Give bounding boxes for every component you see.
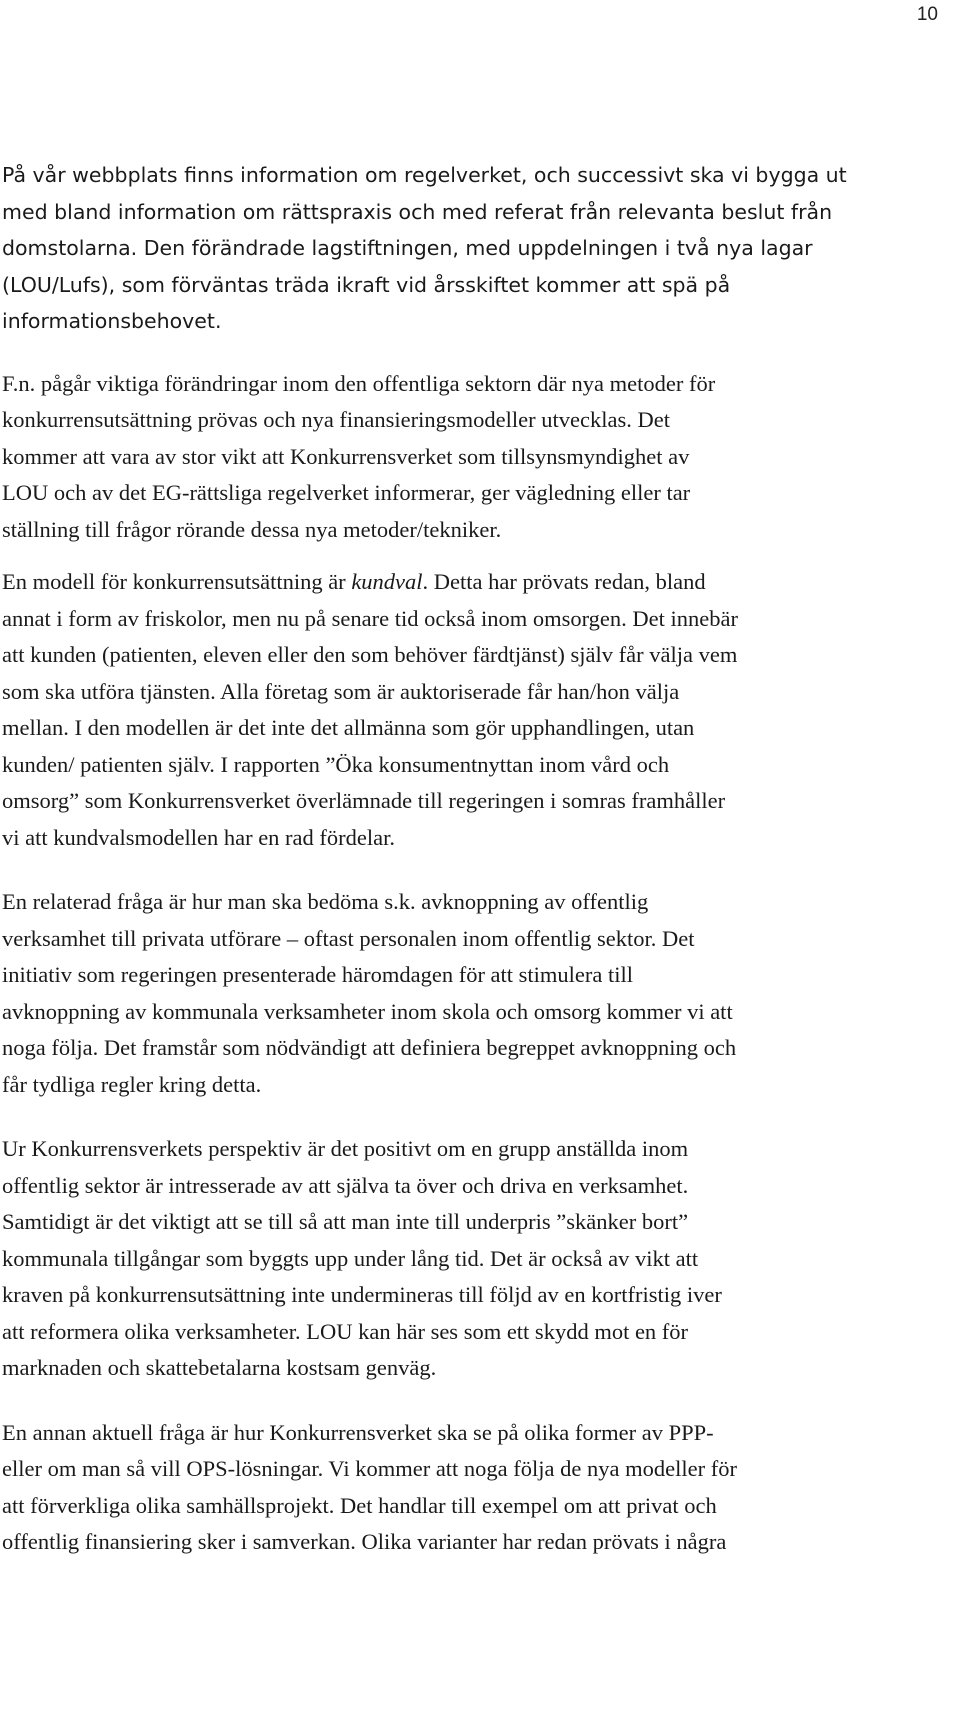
- customer-choice-term: kundval: [351, 569, 423, 594]
- paragraph-ppp-ops: En annan aktuell fråga är hur Konkurrensverket ska se på olika former av PPP- eller om man så vill OPS-lösningar. Vi kommer att noga följa de nya modeller för att förverkliga olika samhällsprojekt. Det handlar till exempel om att privat och offentlig finansiering sker i samverkan. Olika varianter har redan prövats i några: [2, 1419, 737, 1554]
- paragraph-spin-off: En relaterad fråga är hur man ska bedöma s.k. avknoppning av offentlig verksamhet till privata utförare – oftast personalen inom offentlig sektor. Det initiativ som regeringen presenterade häromdagen för att stimulera till avknoppning av kommunala verksamheter inom skola och omsorg kommer vi att noga följa. Det framstår som nödvändigt att definiera begreppet avknoppning och får tydliga regler kring detta.: [2, 889, 737, 1097]
- customer-choice-text-end: . Detta har prövats redan, bland annat i form av friskolor, men nu på senare tid också inom omsorgen. Det innebär att kunden (patienten, eleven eller den som behöver färdtjänst) själv får välja vem som ska utföra tjänsten. Alla företag som är auktoriserade får han/hon välja mellan. I den modellen är det inte det allmänna som gör upphandlingen, utan kunden/ patienten själv. I rapporten ”Öka konsumentnyttan inom vård och omsorg” som Konkurrensverket överlämnade till regeringen i somras framhåller vi att kundvalsmodellen har en rad fördelar.: [2, 569, 738, 850]
- paragraph-customer-choice: [0, 564, 960, 856]
- paragraph-website-information: På vår webbplats finns information om regelverket, och successivt ska vi bygga ut med bland information om rättspraxis och med referat från relevanta beslut från domstolarna. Den förändrade lagstiftningen, med uppdelningen i två nya lagar (LOU/Lufs), som förväntas träda ikraft vid årsskiftet kommer att spä på informationsbehovet.: [2, 163, 847, 333]
- paragraph-new-methods: F.n. pågår viktiga förändringar inom den offentliga sektorn där nya metoder för konkurrensutsättning prövas och nya finansieringsmodeller utvecklas. Det kommer att vara av stor vikt att Konkurrensverket som tillsynsmyndighet av LOU och av det EG-rättsliga regelverket informerar, ger vägledning eller tar ställning till frågor rörande dessa nya metoder/tekniker.: [2, 370, 716, 542]
- customer-choice-text-start: En modell för konkurrensutsättning är: [2, 569, 352, 594]
- document-body: [0, 157, 960, 1561]
- page-number: 10: [916, 4, 938, 25]
- paragraph-competition-perspective: Ur Konkurrensverkets perspektiv är det positivt om en grupp anställda inom offentlig sektor är intresserade av att själva ta över och driva en verksamhet. Samtidigt är det viktigt att se till så att man inte till underpris ”skänker bort” kommunala tillgångar som byggts upp under lång tid. Det är också av vikt att kraven på konkurrensutsättning inte undermineras till följd av en kortfristig iver att reformera olika verksamheter. LOU kan här ses som ett skydd mot en för marknaden och skattebetalarna kostsam genväg.: [2, 1136, 722, 1380]
